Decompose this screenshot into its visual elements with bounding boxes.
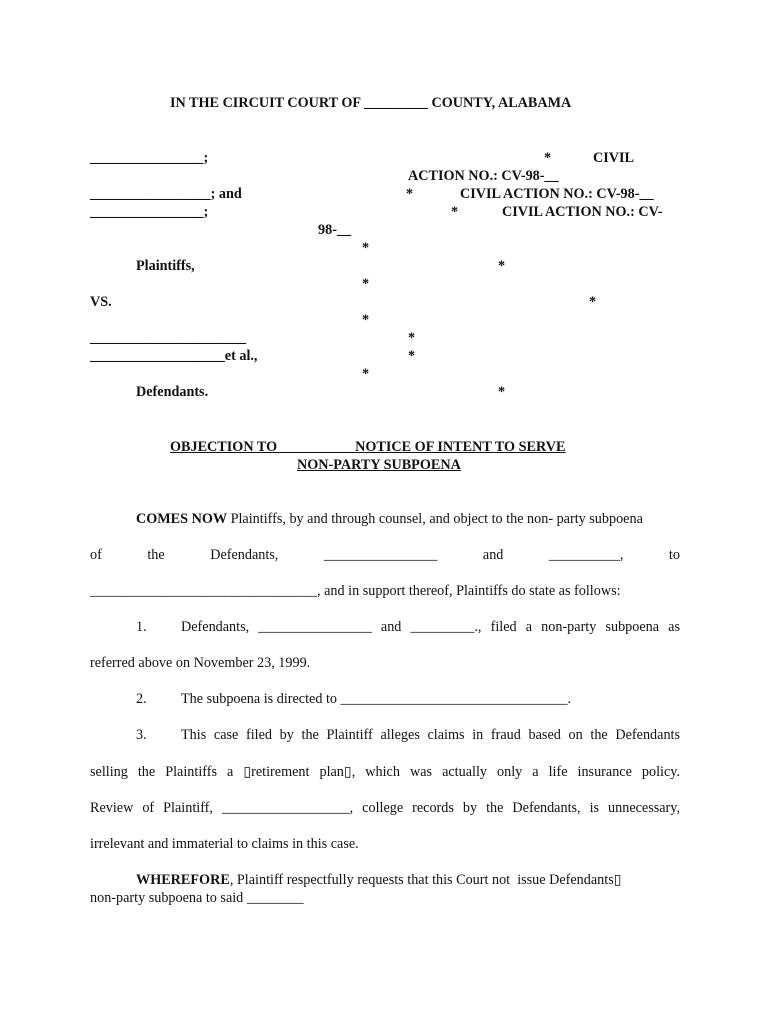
defendant-line-2: ___________________et al., bbox=[90, 348, 258, 364]
intro-paragraph-line-1 bbox=[136, 512, 643, 526]
civil-label: CIVIL bbox=[593, 150, 634, 166]
caption-star: * bbox=[544, 150, 552, 166]
caption-star: * bbox=[498, 384, 506, 400]
title-notice: NOTICE OF INTENT TO SERVE bbox=[355, 439, 566, 455]
word: __________, bbox=[548, 547, 624, 563]
document-title-line-1 bbox=[170, 440, 565, 454]
word: of bbox=[90, 547, 102, 563]
item-3-text: This case filed by the Plaintiff alleges claims in fraud based on the Defendants bbox=[181, 727, 680, 743]
item-3-number: 3. bbox=[136, 727, 147, 743]
title-objection-to: OBJECTION TO bbox=[170, 439, 278, 455]
case-number-suffix: 98-__ bbox=[318, 222, 352, 238]
word: the bbox=[147, 547, 165, 563]
caption-star: * bbox=[408, 330, 416, 346]
plaintiff-line-3: ________________; bbox=[90, 204, 209, 220]
caption-star: * bbox=[362, 240, 370, 256]
word: and bbox=[482, 547, 504, 563]
item-1-number: 1. bbox=[136, 619, 147, 635]
item-1-continuation: referred above on November 23, 1999. bbox=[90, 655, 311, 671]
caption-star: * bbox=[451, 204, 459, 220]
defendants-label: Defendants. bbox=[136, 384, 209, 400]
item-3-continuation-3: irrelevant and immaterial to claims in this case. bbox=[90, 836, 359, 852]
caption-star: * bbox=[406, 186, 414, 202]
item-3-continuation-2: Review of Plaintiff, __________________, college records by the Defendants, is unnecessary, bbox=[90, 800, 680, 816]
item-2-text: The subpoena is directed to ________________________________. bbox=[181, 691, 572, 707]
defendant-line-1: ______________________ bbox=[90, 330, 247, 346]
word: Defendants, bbox=[210, 547, 279, 563]
caption-star: * bbox=[408, 348, 416, 364]
court-heading: IN THE CIRCUIT COURT OF _________ COUNTY, ALABAMA bbox=[170, 95, 572, 111]
wherefore: WHEREFORE bbox=[136, 872, 230, 888]
plaintiffs-label: Plaintiffs, bbox=[136, 258, 195, 274]
word: ________________ bbox=[323, 547, 438, 563]
caption-star: * bbox=[589, 294, 597, 310]
intro-paragraph-line-2 bbox=[90, 548, 680, 562]
wherefore-paragraph bbox=[136, 873, 622, 887]
intro-text: Plaintiffs, by and through counsel, and object to the non- party subpoena bbox=[227, 511, 643, 527]
document-title-line-2: NON-PARTY SUBPOENA bbox=[297, 457, 461, 473]
item-3-continuation-1: selling the Plaintiffs a ▯retirement plan▯, which was actually only a life insurance policy. bbox=[90, 764, 680, 780]
wherefore-text: , Plaintiff respectfully requests that this Court not issue Defendants▯ bbox=[229, 872, 622, 888]
item-1-text: Defendants, ________________ and _________., filed a non-party subpoena as bbox=[181, 619, 680, 635]
caption-star: * bbox=[362, 312, 370, 328]
caption-star: * bbox=[362, 276, 370, 292]
action-number-1: ACTION NO.: CV-98-__ bbox=[408, 168, 559, 184]
action-number-2: CIVIL ACTION NO.: CV-98-__ bbox=[460, 186, 654, 202]
title-blank: ___________ bbox=[277, 439, 356, 455]
comes-now: COMES NOW bbox=[136, 511, 228, 527]
caption-star: * bbox=[362, 366, 370, 382]
action-number-3: CIVIL ACTION NO.: CV- bbox=[502, 204, 663, 220]
intro-paragraph-line-3: ________________________________, and in support thereof, Plaintiffs do state as follows: bbox=[90, 583, 621, 599]
plaintiff-line-1: ________________; bbox=[90, 150, 209, 166]
caption-star: * bbox=[498, 258, 506, 274]
vs-label: VS. bbox=[90, 294, 112, 310]
wherefore-continuation: non-party subpoena to said ________ bbox=[90, 890, 304, 906]
plaintiff-line-2: _________________; and bbox=[90, 186, 242, 202]
item-2-number: 2. bbox=[136, 691, 147, 707]
word: to bbox=[668, 547, 680, 563]
